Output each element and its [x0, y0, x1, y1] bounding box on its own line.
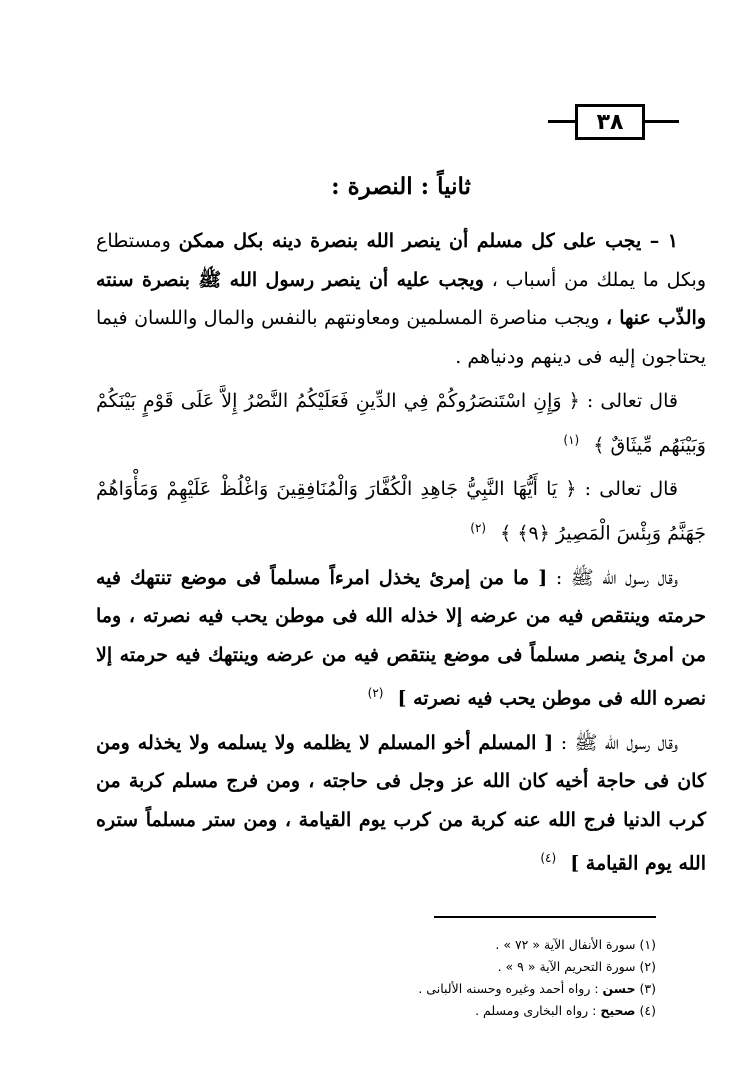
footnote-3-grade: حسن: [602, 981, 636, 996]
header-rule-left: [548, 120, 575, 123]
footnote-divider: [434, 916, 656, 918]
quote-tahrim: [96, 470, 706, 552]
footnote-1: (١) سورة الأنفال الآية « ٧٢ » .: [495, 937, 656, 952]
section-heading: ثانياً : النصرة :: [331, 173, 471, 200]
q1-footnote-ref: (١): [563, 432, 580, 447]
q2-intro: قال تعالى :: [584, 478, 679, 501]
h1-footnote-ref: (٢): [367, 686, 384, 701]
page-number: [575, 104, 645, 140]
header-rule-right: [645, 120, 679, 123]
paragraph-nusra-duty: [96, 222, 706, 376]
p1-plain-a: ومستطاع وبكل ما يملك من أسباب ،: [96, 230, 707, 291]
h2-text: [ المسلم أخو المسلم لا يظلمه ولا يسلمه ولا يخذله ومن كان فى حاجة أخيه كان الله عز وجل فى حاجته ، ومن فرج مسلم كربة من كرب الدنيا فرج الله عنه كربة من كرب يوم القيامة ، ومن ستر مسلماً ستره الله يوم القيامة ]: [96, 731, 706, 875]
q1-verse: ﴿ وَإِنِ اسْتَنصَرُوكُمْ فِي الدِّينِ فَعَلَيْكُمُ النَّصْرُ إِلاَّ عَلَى قَوْمٍ بَيْنَكُمْ وَبَيْنَهُم مِّيثَاقٌ ﴾: [96, 390, 706, 456]
footnote-2: (٢) سورة التحريم الآية « ٩ » .: [497, 959, 656, 974]
p1-bold-a: ١ – يجب على كل مسلم أن ينصر الله بنصرة دينه بكل ممكن: [178, 230, 679, 252]
footnote-4-text: : رواه البخارى ومسلم .: [475, 1003, 597, 1018]
h2-footnote-ref: (٤): [540, 851, 557, 866]
hadith-two: [96, 724, 706, 883]
q2-verse: ﴿ يَا أَيُّهَا النَّبِيُّ جَاهِدِ الْكُفَّارَ وَالْمُنَافِقِينَ وَاغْلُظْ عَلَيْهِمْ وَمَأْوَاهُمْ جَهَنَّمُ وَبِئْسَ الْمَصِيرُ ﴿٩﴾ ﴾: [96, 478, 706, 545]
p1-bold-b: ويجب عليه أن ينصر رسول الله ﷺ بنصرة سنته والذّب عنها ،: [96, 268, 706, 329]
q2-footnote-ref: (٢): [470, 520, 487, 535]
footnotes: [300, 934, 656, 1022]
h1-intro: وقال رسول الله ﷺ :: [555, 566, 678, 589]
hadith-one: [96, 559, 706, 718]
footnote-4-number: (٤): [639, 1003, 656, 1018]
footnote-3: [300, 978, 656, 1000]
quote-anfal: [96, 382, 706, 464]
p1-plain-b: ويجب مناصرة المسلمين ومعاونتهم بالنفس والمال واللسان فيما يحتاجون إليه فى دينهم ودنياهم .: [96, 307, 706, 368]
q1-intro: قال تعالى :: [586, 390, 678, 412]
h1-text: [ ما من إمرئ يخذل امرءاً مسلماً فى موضع تنتهك فيه حرمته وينتقص فيه من عرضه إلا خذله الله فى موطن يحب فيه نصرته ، وما من امرئ ينصر مسلماً فى موضع ينتقص فيه من عرضه وينتهك فيه حرمته إلا نصره الله فى موطن يحب فيه نصرته ]: [96, 566, 706, 710]
footnote-3-number: (٣): [639, 981, 656, 996]
footnote-4: [300, 1000, 656, 1022]
h2-intro: وقال رسول الله ﷺ :: [560, 731, 679, 754]
page-number-text: ٣٨: [596, 109, 624, 135]
footnote-4-grade: صحيح: [600, 1003, 636, 1018]
footnote-3-text: : رواه أحمد وغيره وحسنه الألبانى .: [418, 981, 599, 996]
page-body: [96, 170, 706, 889]
